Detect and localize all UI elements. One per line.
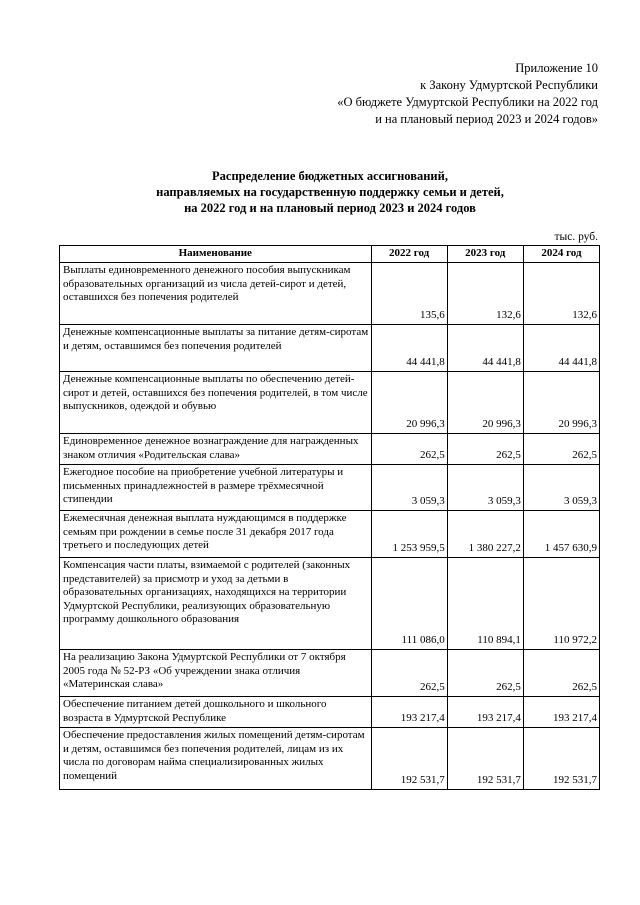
row-value-2023: 44 441,8	[447, 325, 523, 372]
row-value-2023: 192 531,7	[447, 728, 523, 790]
row-value-2024: 262,5	[523, 434, 599, 465]
row-value-2023: 132,6	[447, 263, 523, 325]
row-value-2024: 132,6	[523, 263, 599, 325]
row-value-2023: 262,5	[447, 650, 523, 697]
row-value-2023: 3 059,3	[447, 465, 523, 511]
row-name: На реализацию Закона Удмуртской Республики от 7 октября 2005 года № 52-РЗ «Об учреждении знака отличия «Материнская слава»	[60, 650, 372, 697]
row-name: Обеспечение питанием детей дошкольного и школьного возраста в Удмуртской Республике	[60, 697, 372, 728]
row-value-2023: 110 894,1	[447, 558, 523, 650]
row-name: Денежные компенсационные выплаты по обеспечению детей-сирот и детей, оставшихся без попечения родителей, в том числе выпускников, одеждой и обувью	[60, 372, 372, 434]
table-row	[60, 372, 600, 434]
row-value-2024: 1 457 630,9	[523, 511, 599, 558]
row-value-2022: 192 531,7	[371, 728, 447, 790]
table-row	[60, 434, 600, 465]
row-name: Единовременное денежное вознаграждение для награжденных знаком отличия «Родительская слава»	[60, 434, 372, 465]
row-name: Ежемесячная денежная выплата нуждающимся в поддержке семьям при рождении в семье после 31 декабря 2017 года третьего и последующих детей	[60, 511, 372, 558]
row-value-2022: 135,6	[371, 263, 447, 325]
row-value-2022: 1 253 959,5	[371, 511, 447, 558]
row-value-2023: 262,5	[447, 434, 523, 465]
row-value-2022: 193 217,4	[371, 697, 447, 728]
row-value-2022: 3 059,3	[371, 465, 447, 511]
row-value-2024: 262,5	[523, 650, 599, 697]
title-line-1: Распределение бюджетных ассигнований,	[212, 169, 448, 183]
table-row	[60, 558, 600, 650]
header-2023: 2023 год	[447, 246, 523, 263]
row-value-2023: 193 217,4	[447, 697, 523, 728]
appendix-line-1: Приложение 10	[515, 61, 598, 75]
appendix-line-4: и на плановый период 2023 и 2024 годов»	[375, 112, 598, 126]
row-value-2022: 44 441,8	[371, 325, 447, 372]
row-value-2024: 3 059,3	[523, 465, 599, 511]
units-label: тыс. руб.	[554, 231, 598, 243]
row-value-2023: 20 996,3	[447, 372, 523, 434]
appendix-header	[238, 60, 598, 128]
header-2022: 2022 год	[371, 246, 447, 263]
row-value-2022: 111 086,0	[371, 558, 447, 650]
table-row	[60, 511, 600, 558]
row-value-2022: 262,5	[371, 650, 447, 697]
appendix-line-2: к Закону Удмуртской Республики	[420, 78, 598, 92]
row-value-2024: 193 217,4	[523, 697, 599, 728]
budget-table	[59, 245, 600, 790]
table-row	[60, 697, 600, 728]
row-value-2022: 20 996,3	[371, 372, 447, 434]
document-title	[60, 168, 600, 216]
header-2024: 2024 год	[523, 246, 599, 263]
table-row	[60, 650, 600, 697]
table-row	[60, 325, 600, 372]
header-name: Наименование	[60, 246, 372, 263]
table-row	[60, 465, 600, 511]
table-header-row	[60, 246, 600, 263]
table-row	[60, 728, 600, 790]
row-value-2022: 262,5	[371, 434, 447, 465]
title-line-3: на 2022 год и на плановый период 2023 и 2024 годов	[184, 201, 476, 215]
row-name: Обеспечение предоставления жилых помещений детям-сиротам и детям, оставшимся без попечения родителей, лицам из их числа по договорам найма специализированных жилых помещений	[60, 728, 372, 790]
title-line-2: направляемых на государственную поддержку семьи и детей,	[156, 185, 504, 199]
appendix-line-3: «О бюджете Удмуртской Республики на 2022 год	[337, 95, 598, 109]
row-value-2024: 192 531,7	[523, 728, 599, 790]
row-value-2024: 20 996,3	[523, 372, 599, 434]
row-value-2024: 110 972,2	[523, 558, 599, 650]
row-name: Компенсация части платы, взимаемой с родителей (законных представителей) за присмотр и уход за детьми в образовательных организациях, находящихся на территории Удмуртской Республики, реализующих образовательную программу дошкольного образования	[60, 558, 372, 650]
row-value-2023: 1 380 227,2	[447, 511, 523, 558]
row-name: Ежегодное пособие на приобретение учебной литературы и письменных принадлежностей в размере трёхмесячной стипендии	[60, 465, 372, 511]
row-name: Денежные компенсационные выплаты за питание детям-сиротам и детям, оставшимся без попечения родителей	[60, 325, 372, 372]
table-row	[60, 263, 600, 325]
row-name: Выплаты единовременного денежного пособия выпускникам образовательных организаций из числа детей-сирот и детей, оставшихся без попечения родителей	[60, 263, 372, 325]
row-value-2024: 44 441,8	[523, 325, 599, 372]
